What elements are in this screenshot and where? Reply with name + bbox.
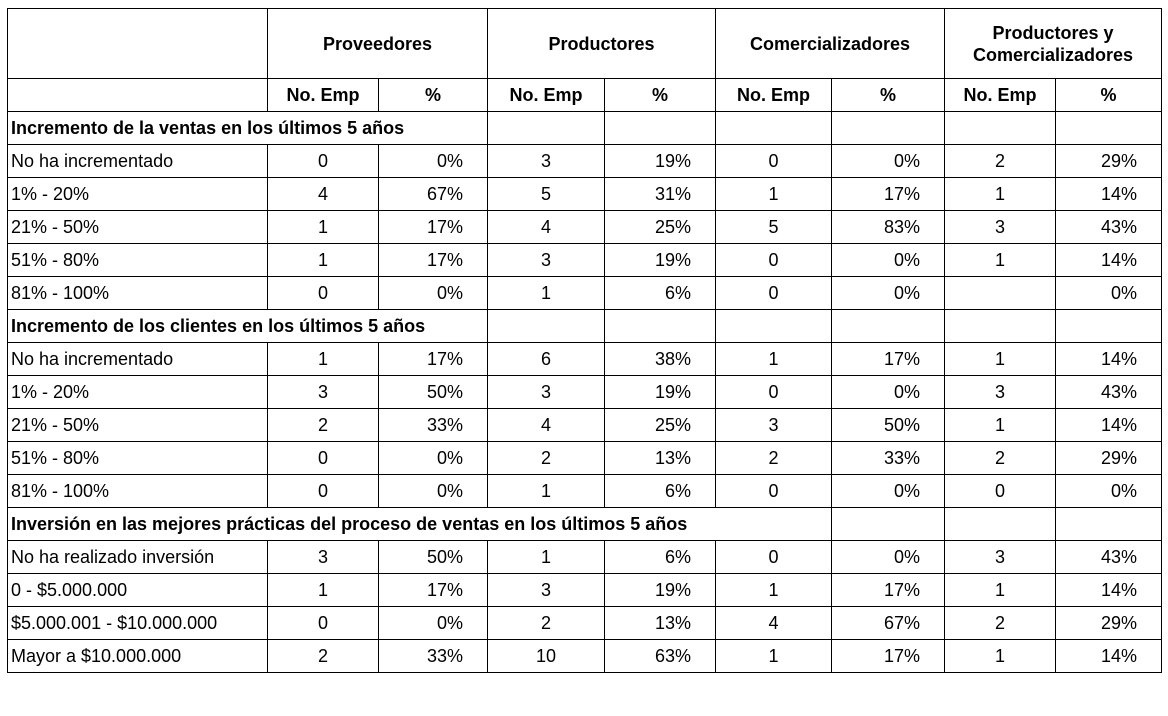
sub-header-row: [8, 79, 1162, 112]
section-empty-cell: [832, 112, 945, 145]
count-cell: 0: [268, 607, 379, 640]
count-cell: 3: [945, 376, 1056, 409]
count-cell: 0: [716, 277, 832, 310]
pct-cell: 0%: [832, 277, 945, 310]
pct-cell: 29%: [1056, 607, 1162, 640]
section-empty-cell: [716, 112, 832, 145]
group-header-row: [8, 9, 1162, 79]
row-label: No ha realizado inversión: [8, 541, 268, 574]
pct-cell: 0%: [379, 442, 488, 475]
row-label: No ha incrementado: [8, 343, 268, 376]
group-header-productores-y-comercializadores: Productores y Comercializadores: [945, 9, 1162, 79]
pct-cell: 33%: [832, 442, 945, 475]
section-empty-cell: [488, 310, 605, 343]
section-empty-cell: [945, 310, 1056, 343]
pct-cell: 17%: [379, 574, 488, 607]
pct-cell: 13%: [605, 442, 716, 475]
pct-cell: 50%: [832, 409, 945, 442]
pct-cell: 17%: [832, 343, 945, 376]
count-cell: 0: [268, 475, 379, 508]
count-cell: 1: [488, 475, 605, 508]
table-row: [8, 145, 1162, 178]
count-cell: 0: [716, 145, 832, 178]
pct-cell: 43%: [1056, 376, 1162, 409]
pct-cell: 14%: [1056, 574, 1162, 607]
pct-cell: 83%: [832, 211, 945, 244]
section-title: Incremento de los clientes en los últimos 5 años: [8, 310, 488, 343]
pct-cell: 0%: [379, 475, 488, 508]
pct-cell: 0%: [379, 277, 488, 310]
pct-cell: 25%: [605, 409, 716, 442]
pct-cell: 0%: [379, 145, 488, 178]
count-cell: 1: [945, 409, 1056, 442]
count-cell: 3: [488, 244, 605, 277]
count-cell: 1: [945, 640, 1056, 673]
table-row: [8, 376, 1162, 409]
count-cell: 1: [945, 343, 1056, 376]
pct-cell: 67%: [832, 607, 945, 640]
count-cell: 1: [945, 574, 1056, 607]
count-cell: 3: [716, 409, 832, 442]
count-cell: 1: [716, 640, 832, 673]
pct-cell: 17%: [379, 244, 488, 277]
section-title: Inversión en las mejores prácticas del proceso de ventas en los últimos 5 años: [8, 508, 832, 541]
section-header-row: [8, 112, 1162, 145]
pct-cell: 19%: [605, 574, 716, 607]
count-cell: 6: [488, 343, 605, 376]
table-row: [8, 475, 1162, 508]
section-empty-cell: [488, 112, 605, 145]
count-cell: [945, 277, 1056, 310]
pct-cell: 33%: [379, 409, 488, 442]
count-cell: 3: [268, 541, 379, 574]
count-cell: 2: [945, 145, 1056, 178]
pct-cell: 17%: [832, 640, 945, 673]
count-cell: 2: [268, 640, 379, 673]
pct-cell: 25%: [605, 211, 716, 244]
count-cell: 1: [268, 574, 379, 607]
section-header-row: [8, 310, 1162, 343]
pct-cell: 29%: [1056, 145, 1162, 178]
pct-cell: 0%: [1056, 277, 1162, 310]
sub-header-pct: %: [1056, 79, 1162, 112]
row-label: Mayor a $10.000.000: [8, 640, 268, 673]
table-row: [8, 574, 1162, 607]
count-cell: 2: [488, 607, 605, 640]
pct-cell: 17%: [832, 574, 945, 607]
pct-cell: 0%: [832, 475, 945, 508]
pct-cell: 19%: [605, 145, 716, 178]
count-cell: 4: [488, 409, 605, 442]
section-empty-cell: [605, 310, 716, 343]
count-cell: 4: [268, 178, 379, 211]
pct-cell: 29%: [1056, 442, 1162, 475]
pct-cell: 6%: [605, 475, 716, 508]
data-table-container: [7, 8, 1162, 673]
table-row: [8, 640, 1162, 673]
section-empty-cell: [945, 508, 1056, 541]
row-label: 51% - 80%: [8, 442, 268, 475]
count-cell: 0: [716, 244, 832, 277]
row-label: 81% - 100%: [8, 475, 268, 508]
section-empty-cell: [1056, 310, 1162, 343]
count-cell: 3: [488, 574, 605, 607]
sub-header-pct: %: [832, 79, 945, 112]
row-label: 1% - 20%: [8, 376, 268, 409]
sub-header-corner: [8, 79, 268, 112]
pct-cell: 50%: [379, 376, 488, 409]
group-header-comercializadores: Comercializadores: [716, 9, 945, 79]
pct-cell: 17%: [832, 178, 945, 211]
section-empty-cell: [945, 112, 1056, 145]
count-cell: 0: [716, 475, 832, 508]
count-cell: 0: [716, 376, 832, 409]
table-body: [8, 112, 1162, 673]
row-label: 81% - 100%: [8, 277, 268, 310]
pct-cell: 63%: [605, 640, 716, 673]
count-cell: 1: [488, 541, 605, 574]
count-cell: 1: [268, 343, 379, 376]
table-row: [8, 607, 1162, 640]
row-label: 0 - $5.000.000: [8, 574, 268, 607]
count-cell: 1: [268, 211, 379, 244]
survey-results-table: [7, 8, 1162, 673]
count-cell: 2: [945, 607, 1056, 640]
pct-cell: 17%: [379, 343, 488, 376]
pct-cell: 14%: [1056, 244, 1162, 277]
pct-cell: 0%: [832, 244, 945, 277]
pct-cell: 19%: [605, 376, 716, 409]
count-cell: 0: [716, 541, 832, 574]
count-cell: 1: [945, 244, 1056, 277]
pct-cell: 33%: [379, 640, 488, 673]
count-cell: 3: [268, 376, 379, 409]
table-row: [8, 277, 1162, 310]
pct-cell: 13%: [605, 607, 716, 640]
section-empty-cell: [1056, 112, 1162, 145]
pct-cell: 67%: [379, 178, 488, 211]
count-cell: 0: [268, 442, 379, 475]
count-cell: 5: [716, 211, 832, 244]
pct-cell: 50%: [379, 541, 488, 574]
count-cell: 4: [488, 211, 605, 244]
pct-cell: 17%: [379, 211, 488, 244]
section-empty-cell: [605, 112, 716, 145]
pct-cell: 14%: [1056, 640, 1162, 673]
pct-cell: 43%: [1056, 541, 1162, 574]
count-cell: 2: [488, 442, 605, 475]
sub-header-count: No. Emp: [488, 79, 605, 112]
pct-cell: 6%: [605, 541, 716, 574]
pct-cell: 31%: [605, 178, 716, 211]
count-cell: 0: [945, 475, 1056, 508]
section-title: Incremento de la ventas en los últimos 5 años: [8, 112, 488, 145]
count-cell: 2: [268, 409, 379, 442]
count-cell: 10: [488, 640, 605, 673]
count-cell: 1: [716, 178, 832, 211]
pct-cell: 38%: [605, 343, 716, 376]
row-label: 21% - 50%: [8, 211, 268, 244]
table-row: [8, 442, 1162, 475]
count-cell: 1: [268, 244, 379, 277]
row-label: 1% - 20%: [8, 178, 268, 211]
pct-cell: 14%: [1056, 409, 1162, 442]
sub-header-pct: %: [605, 79, 716, 112]
group-header-proveedores: Proveedores: [268, 9, 488, 79]
row-label: 21% - 50%: [8, 409, 268, 442]
pct-cell: 0%: [379, 607, 488, 640]
table-row: [8, 541, 1162, 574]
pct-cell: 0%: [832, 145, 945, 178]
count-cell: 5: [488, 178, 605, 211]
pct-cell: 14%: [1056, 343, 1162, 376]
count-cell: 3: [488, 145, 605, 178]
count-cell: 3: [488, 376, 605, 409]
row-label: $5.000.001 - $10.000.000: [8, 607, 268, 640]
count-cell: 3: [945, 541, 1056, 574]
pct-cell: 14%: [1056, 178, 1162, 211]
count-cell: 2: [716, 442, 832, 475]
sub-header-count: No. Emp: [716, 79, 832, 112]
pct-cell: 19%: [605, 244, 716, 277]
table-row: [8, 409, 1162, 442]
section-empty-cell: [832, 508, 945, 541]
section-empty-cell: [832, 310, 945, 343]
table-row: [8, 343, 1162, 376]
sub-header-count: No. Emp: [268, 79, 379, 112]
count-cell: 0: [268, 277, 379, 310]
pct-cell: 43%: [1056, 211, 1162, 244]
table-row: [8, 211, 1162, 244]
count-cell: 1: [716, 574, 832, 607]
table-row: [8, 178, 1162, 211]
group-header-productores: Productores: [488, 9, 716, 79]
corner-header-cell: [8, 9, 268, 79]
row-label: 51% - 80%: [8, 244, 268, 277]
count-cell: 1: [488, 277, 605, 310]
count-cell: 1: [945, 178, 1056, 211]
sub-header-pct: %: [379, 79, 488, 112]
section-empty-cell: [716, 310, 832, 343]
count-cell: 0: [268, 145, 379, 178]
sub-header-count: No. Emp: [945, 79, 1056, 112]
pct-cell: 0%: [1056, 475, 1162, 508]
count-cell: 2: [945, 442, 1056, 475]
count-cell: 1: [716, 343, 832, 376]
row-label: No ha incrementado: [8, 145, 268, 178]
pct-cell: 6%: [605, 277, 716, 310]
count-cell: 4: [716, 607, 832, 640]
pct-cell: 0%: [832, 541, 945, 574]
table-row: [8, 244, 1162, 277]
count-cell: 3: [945, 211, 1056, 244]
section-empty-cell: [1056, 508, 1162, 541]
section-header-row: [8, 508, 1162, 541]
pct-cell: 0%: [832, 376, 945, 409]
